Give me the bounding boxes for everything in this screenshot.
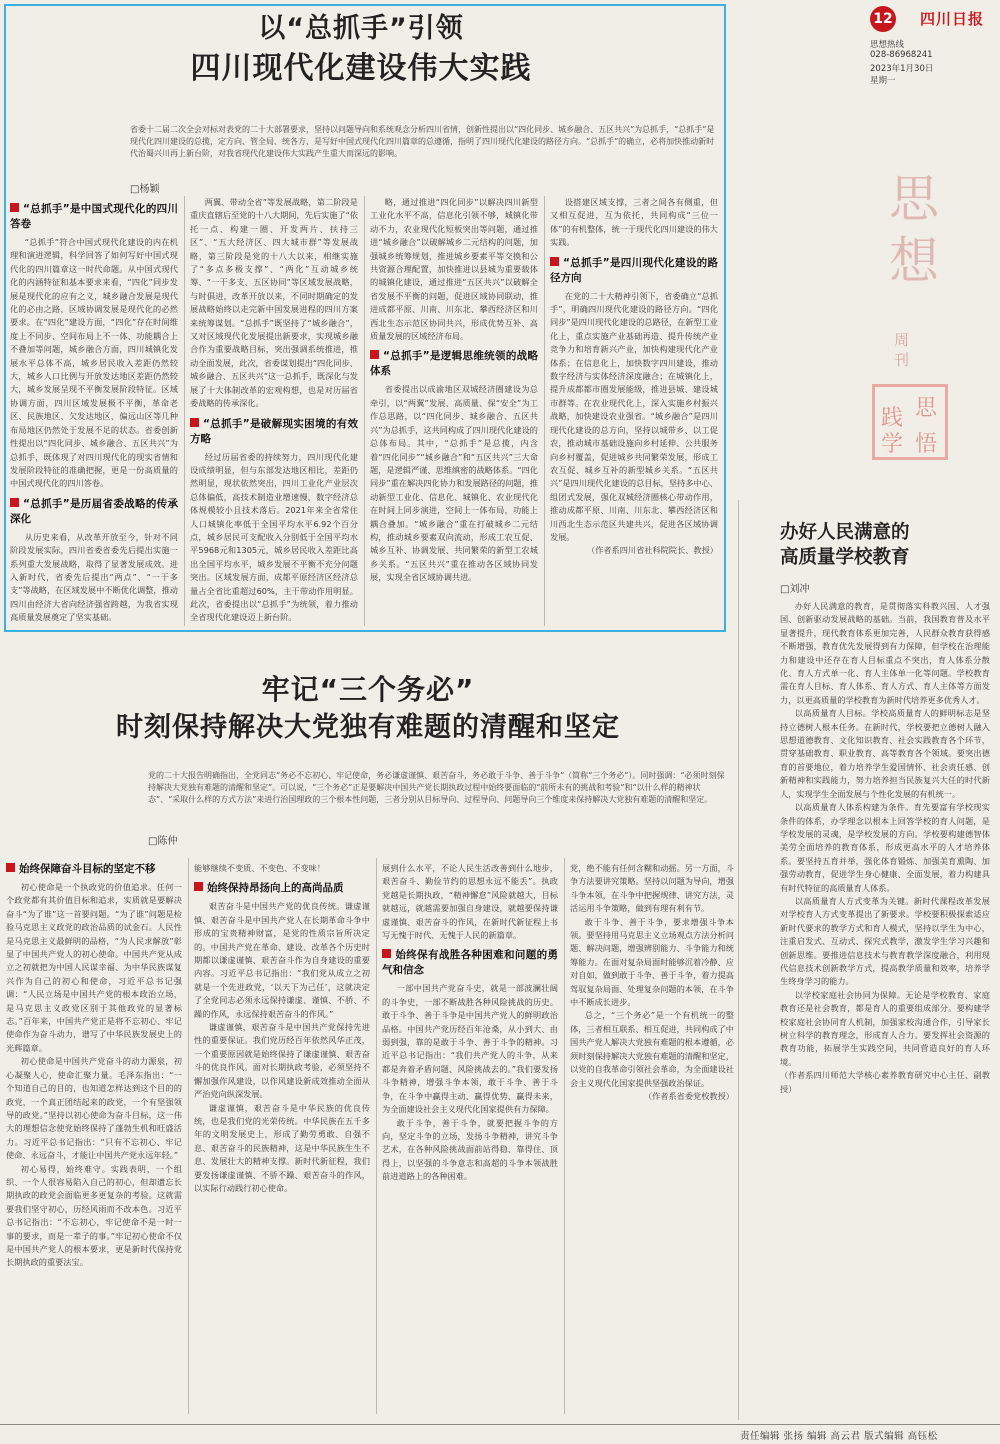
top-article-column-3 [370, 196, 538, 628]
paragraph: 能够继续不变质、不变色、不变味！ [194, 863, 326, 873]
paragraph: 总之，“三个务必”是一个有机统一的整体，三者相互联系、相互促进，共同构成了中国共产党人解决大党独有难题的根本遵循，必须时刻保持解决大党独有难题的清醒和坚定，以党的自我革命引领社会革命，为全面建设社会主义现代化国家提供坚强政治保证。 [570, 1010, 734, 1088]
paragraph: 在党的二十大精神引领下，省委确立“总抓手”，明确四川现代化建设的路径方向。“四化同步”是四川现代化建设的总路径，在新型工业化上，重点实施产业基础再造、提升传统产业竞争力和培育新兴产业，加快构建现代化产业体系；在信息化上，加快数字四川建设，推动数字经济与实体经济深度融合；在城镇化上，提升成都都市圈发展能级，推进县城、建设城市群等。在农业现代化上，深入实施乡村振兴战略，加快建设农业强省。“城乡融合”是四川现代化建设的总方向，坚持以城带乡、以工促农，推动城市基础设施向乡村延伸、公共服务向乡村覆盖，促进城乡共同繁荣发展，形成工农互促、城乡互补的新型城乡关系。“五区共兴”是四川现代化建设的总目标，坚持多中心、组团式发展，强化双城经济圈核心带动作用，推动成都平原、川南、川东北、攀西经济区和川西北生态示范区共建共兴，促进各区域协调发展。 [550, 290, 718, 542]
paragraph: 敢于斗争，善于斗争，就要把握斗争的方向，坚定斗争的立场，发扬斗争精神，讲究斗争艺术，在各种风险挑战面前站得稳、靠得住、顶得上，以坚强的斗争意志和高超的斗争本领战胜前进道路上的各种困难。 [382, 1117, 558, 1182]
top-article-lede: 省委十二届二次全会对标对表党的二十大部署要求，坚持以问题导向和系统观念分析四川省情，创新性提出以“四化同步、城乡融合、五区共兴”为总抓手，“总抓手”是现代化四川建设的总揽，定方向、管全局、统各方，是写好中国式现代化四川篇章的总遵循，指明了四川现代化建设的路径方向。“总抓手”的确立，必将加快推动新时代治蜀兴川再上新台阶，对我省现代化建设伟大实践产生重大而深远的影响。 [130, 125, 715, 158]
paragraph: 展到什么水平，不论人民生活改善到什么地步，艰苦奋斗、勤俭节约的思想永远不能丢”。执政党越是长期执政，“精神懈怠”风险就越大，目标就越远，就越需要加强自身建设，就越要保持谦虚谨慎、艰苦奋斗的作风，在新时代新征程上书写无愧于时代、无愧于人民的新篇章。 [382, 863, 558, 941]
paragraph: 设搭建区域支撑，三者之间各有侧重，但又相互促进，互为依托，共同构成“三位一体”的有机整体，统一于现代化四川建设的伟大实践。 [550, 197, 718, 248]
paragraph: 从历史来看，从改革开放至今，针对不同阶段发展实际，四川省委省委先后提出实施一系列重大发展战略，取得了显著发展成效。进入新时代，省委先后提出“两点”、“一干多支”等战略，在区域发展中不断优化调整，推动四川由经济大省向经济强省跨越，为我省实现高质量发展奠定了坚实基础。 [10, 531, 178, 623]
author-note: （作者系省委党校教授） [643, 1090, 734, 1101]
top-article-byline: □杨颖 [130, 184, 160, 195]
square-bullet-icon [382, 949, 391, 958]
issue-date: 2023年1月30日 [870, 64, 934, 74]
paragraph: 初心易得，始终难守。实践表明，一个组织、一个人很容易陷入自己的初心，但却遗忘长期执政的政党会面临更多更复杂的考验。这就需要我们坚守初心，历经风雨而不改本色。习近平总书记指出：“不忘初心，牢记使命不是一时一事的要求，而是一辈子的事。”牢记初心使命不仅是中国共产党人的根本要求，更是新时代保持党长期执政的重要法宝。 [6, 1163, 182, 1268]
column-divider [376, 858, 377, 1414]
top-article-column-1 [10, 196, 178, 628]
paragraph: 略，通过推进“四化同步”以解决四川新型工业化水平不高，信息化引领不够，城镇化带动不力，农业现代化短板突出等问题，通过推进“城乡融合”以破解城乡二元结构的问题，加强城乡统筹规划，推进城乡要素平等交换和公共资源合理配置，加快推进以县城为重要载体的城镇化建设，通过推进“五区共兴”以破解全省发展不平衡的问题，促进区域协同联动，推进成都平原、川南、川东北、攀西经济区和川西北生态示范区协同共兴，形成优势互补、高质量发展的区域经济布局。 [370, 197, 538, 342]
top-article-title-line1: 以“总抓手”引领 [258, 13, 464, 44]
top-article-title-line2: 四川现代化建设伟大实践 [190, 51, 532, 86]
section-title-char: 想 [889, 232, 939, 290]
author-note: （作者系四川师范大学核心素养教育研究中心主任、副教授） [780, 1070, 990, 1094]
top-article-column-4 [550, 196, 718, 628]
paragraph: 党，绝不能有任何含糊和动摇。另一方面，斗争方法要讲究策略。坚持以问题为导向，增强斗争本领，在斗争中把握规律、讲究方法，灵活运用斗争策略，做到有理有利有节。 [570, 863, 734, 914]
square-bullet-icon [370, 350, 379, 359]
section-divider [738, 500, 739, 1420]
subhead: “总抓手”是逻辑思维统领的战略体系 [370, 350, 538, 378]
mid-article-column-4 [570, 862, 734, 1416]
column-divider [184, 196, 185, 626]
paragraph: 谦虚谨慎，艰苦奋斗是中国共产党保持先进性的重要保证。我们党历经百年依然风华正茂，一个重要原因就是始终保持了谦虚谨慎、艰苦奋斗的优良作风。面对长期执政考验，必须坚持不懈加强作风建设，以作风建设新成效推动全面从严治党向纵深发展。 [194, 1022, 370, 1100]
mid-article-title-line1: 牢记“三个务必” [261, 673, 475, 706]
right-article-column [780, 600, 990, 1412]
subhead: 始终保障奋斗目标的坚定不移 [6, 862, 182, 877]
right-article-byline: □刘冲 [780, 584, 810, 595]
paragraph: “总抓手”符合中国式现代化建设的内在机理和演进逻辑，科学回答了如何写好中国式现代化的四川篇章这一时代命题。从中国式现代化的内涵特征和基本要求来看，“四化”同步发展是现代化的应有之义，城乡融合发展是现代化的必由之路，区域协调发展是现代化的必然要求。在“四化”建设方面，“四化”存在时间维度上不同步、空间布局上不一体、功能耦合上不叠加等问题，城乡融合方面，四川城镇化发展水平总体不高，城乡居民收入差距仍然较大，城乡人口比例与开放发达地区差距仍然较大，城乡发展呈现不平衡发展阶段特征。区域协调方面，四川区域发展极不平衡，革命老区、民族地区、欠发达地区、偏远山区等几种布局地区仍然处于发展不足的状态。省委创新性提出以“四化同步、城乡融合、五区共兴”为总抓手，既体现了对四川现代化的现实省情和发展阶段特征的准确把握，更是一份高质量的中国式现代化的四川答卷。 [10, 237, 178, 489]
right-article-title [780, 520, 990, 570]
subhead: 始终保有战胜各种困难和问题的勇气和信念 [382, 949, 558, 977]
square-bullet-icon [6, 863, 15, 872]
mid-article-column-3 [382, 862, 558, 1416]
seal-char: 思 [915, 396, 938, 421]
mid-article-title-line2: 时刻保持解决大党独有难题的清醒和坚定 [116, 712, 620, 743]
subhead: 始终保持昂扬向上的高尚品质 [194, 881, 370, 896]
right-article-title-line2: 高质量学校教育 [780, 547, 910, 568]
square-bullet-icon [190, 418, 199, 427]
paragraph: 艰苦奋斗是中国共产党的优良传统。谦虚谨慎、艰苦奋斗是中国共产党人在长期革命斗争中形成的宝贵精神财富，是党的性质宗旨所决定的。中国共产党在革命、建设、改革各个历史时期都以谦虚谨慎、艰苦奋斗作为自身建设的重要内容。习近平总书记指出：“我们党从成立之初就是一个先进政党，‘以天下为己任’，这就决定了全党同志必须永远保持谦虚、谨慎、不骄、不躁的作风，永远保持艰苦奋斗的作风。” [194, 901, 370, 1019]
subhead: “总抓手”是四川现代化建设的路径方向 [550, 256, 718, 284]
subhead: “总抓手”是历届省委战略的传承深化 [10, 497, 178, 525]
section-title-char: 思 [889, 170, 939, 228]
section-subtitle-char: 刊 [894, 351, 910, 369]
paragraph: 以高质量育人方式变革为关键。新时代课程改革发展对学校育人方式变革提出了新要求。学校要积极探索适应新时代要求的教学方式和育人模式，坚持以学生为中心，注重启发式、互动式、探究式教学，激发学生学习兴趣和创新思维。要推进信息技术与教育教学深度融合，利用现代信息技术创新教学方式，提高教学质量和效率，培养学生终身学习的能力。 [780, 895, 990, 987]
paragraph: 两翼、带动全省”等发展战略，第二阶段是重庆直辖后至党的十八大期间，先后实施了“依托一点、构建一圈、开发两片、扶持三区”、“五大经济区、四大城市群”等发展战略，第三阶段是党的十八大以来，相继实施了“多点多极支撑”、“两化”互动城乡统筹、“一干多支、五区协同”等区域发展战略，与时俱进，改革开放以来，不同时期确定的发展战略始终以走完新中国发展进程的四川方案来统筹谋划。“总抓手”既坚持了“城乡融合”，又对区域现代化发展提出新要求，实现城乡融合作为重要战略目标，突出强调系统推进，推动全面发展，此次，省委谋划提出“四化同步、城乡融合、五区共兴”这一总抓手，既深化与发展了十大体制改革的宏观构想，也是对历届省委战略的传承深化。 [190, 197, 358, 409]
section-subtitle [894, 330, 914, 370]
mid-article-column-2 [194, 862, 370, 1416]
newspaper-logo: 四川日报 [920, 10, 985, 28]
seal-char: 学 [881, 432, 904, 457]
column-divider [188, 858, 189, 1414]
paragraph: 谦虚谨慎，艰苦奋斗是中华民族的优良传统，也是我们党的光荣传统。中华民族在五千多年的文明发展史上，形成了勤劳勇敢、自强不息、艰苦奋斗的民族精神，这是中华民族生生不息、发展壮大的精神支撑。新时代新征程，我们要发扬谦虚谨慎、不骄不躁、艰苦奋斗的作风，以实际行动践行初心使命。 [194, 1102, 370, 1193]
editor-credits: 责任编辑 张扬 编辑 高云君 版式编辑 高钰松 [740, 1431, 938, 1442]
square-bullet-icon [10, 203, 19, 212]
footer-rule [0, 1424, 1000, 1425]
column-divider [544, 196, 545, 626]
issue-weekday: 星期一 [870, 76, 896, 86]
paragraph: 经过历届省委的持续努力，四川现代化建设成绩明显，但与东部发达地区相比，差距仍然明显，现状依然突出，四川工业化产业层次总体偏低，高技术制造业增速慢，数字经济总体规模较小且技术落后。2021年来全省常住人口城镇化率低于全国平均水平6.92个百分点，城乡居民可支配收入分别低于全国平均水平5968元和1305元，城乡居民收入差距比高出全国平均水平，城乡发展不平衡不充分问题突出。区域发展方面，成都平原经济区经济总量占全省比重超过60%，主干带动作用明显。此次，省委提出以“总抓手”为统领，着力推动全省现代化建设迈上新台阶。 [190, 451, 358, 623]
paragraph: 以高质量育人目标。学校高质量育人的鲜明标志是坚持立德树人根本任务。在新时代，学校要把立德树人融入思想道德教育、文化知识教育、社会实践教育各个环节，贯穿基础教育、职业教育、高等教育各个领域。要突出德育的首要地位，着力培养学生爱国情怀、社会责任感、创新精神和实践能力，努力培养担当民族复兴大任的时代新人，实现学生全面发展与个性化发展的有机统一。 [780, 708, 990, 799]
square-bullet-icon [550, 257, 559, 266]
subhead: “总抓手”是破解现实困境的有效方略 [190, 417, 358, 445]
paragraph: 初心使命是一个执政党的价值追求。任何一个政党都有其价值目标和追求，实质就是要解决奋斗“为了谁”这一首要问题。“为了谁”问题是检验马克思主义政党的政治品质的试金石。人民性是马克思主义最鲜明的品格，“为人民求解放”彰显了中国共产党人的初心使命。中国共产党从成立之初就把为中国人民谋幸福、为中华民族谋复兴作为自己的初心和使命，习近平总书记强调：“人民立场是中国共产党的根本政治立场，是马克思主义政党区别于其他政党的显著标志。”百年来，中国共产党正是将不忘初心、牢记使命作为奋斗动力，谱写了中华民族发展史上的光辉篇章。 [6, 882, 182, 1053]
square-bullet-icon [194, 882, 203, 891]
paragraph: 办好人民满意的教育，是贯彻落实科教兴国、人才强国、创新驱动发展战略的基础。当前，我国教育普及水平显著提升，现代教育体系更加完善，人民群众教育获得感不断增强，教育优先发展得到有力保障，但学校在治理能力和建设中还存在育人目标重点不突出，育人体系分散化、育人方式单一化、育人主体单一化等问题。学校教育需在育人目标、育人体系、育人方式、育人主体等方面发力，以更高质量的学校教育为新时代培养更多优秀人才。 [780, 601, 990, 705]
column-divider [364, 196, 365, 626]
section-title [884, 168, 944, 292]
page-number-badge: 12 [870, 6, 896, 32]
hotline-label: 思想热线 [870, 40, 905, 50]
hotline-number: 028-86968241 [870, 50, 933, 60]
seal-stamp [872, 384, 948, 460]
paragraph: 以学校家庭社会协同为保障。无论是学校教育、家庭教育还是社会教育，都是育人的重要组成部分。要构建学校家庭社会协同育人机制，加强家校沟通合作，引导家长树立科学的教育理念，形成育人合力。要发挥社会资源的教育功能，拓展学生实践空间，共同营造良好的育人环境。 [780, 989, 990, 1067]
mid-article-column-1 [6, 856, 182, 1416]
top-article-column-2 [190, 196, 358, 628]
square-bullet-icon [10, 498, 19, 507]
seal-char: 践 [881, 406, 904, 431]
mid-article-lede: 党的二十大报告明确指出，全党同志“务必不忘初心、牢记使命，务必谦虚谨慎、艰苦奋斗，务必敢于斗争、善于斗争”（简称“三个务必”）。同时强调：“必须时刻保持解决大党独有难题的清醒和坚定”。可以说，“三个务必”正是要解决中国共产党长期执政过程中始终要面临的“前所未有的挑战和考验”和“以什么样的精神状态”、“采取什么样的方式方法”来进行治国理政的三个根本性问题，三者分别从目标导向、过程导向、问题导向三个维度来保持解决大党独有难题的清醒和坚定。 [148, 771, 725, 804]
paragraph: 初心使命是中国共产党奋斗的动力源泉，初心凝聚人心，使命汇聚力量。毛泽东指出：“一个知道自己的目的，也知道怎样达到这个目的的政党，一个真正团结起来的政党，一个有坚强领导的政党。”坚持以初心使命为奋斗目标，这一伟大的理想信念使党始终保持了蓬勃生机和旺盛活力。习近平总书记指出：“只有不忘初心、牢记使命、永远奋斗，才能让中国共产党永远年轻。” [6, 1056, 182, 1161]
subhead: “总抓手”是中国式现代化的四川答卷 [10, 203, 178, 230]
column-divider [564, 858, 565, 1414]
seal-char: 悟 [915, 432, 938, 457]
paragraph: 敢于斗争、善于斗争，要求增强斗争本领。要坚持用马克思主义立场观点方法分析问题、解决问题，增强辨别能力、斗争能力和统筹能力。在面对复杂局面时能够沉着冷静、应对自如，做到敢于斗争、善于斗争，着力提高驾驭复杂局面、处理复杂问题的本领，在斗争中不断成长进步。 [570, 916, 734, 1008]
paragraph: 一部中国共产党奋斗史，就是一部波澜壮阔的斗争史，一部不断战胜各种风险挑战的历史。敢于斗争、善于斗争是中国共产党人的鲜明政治品格。中国共产党历经百年沧桑，从小到大、由弱到强，靠的是敢于斗争、善于斗争的精神。习近平总书记指出：“我们共产党人的斗争，从来都是奔着矛盾问题、风险挑战去的。”我们要发扬斗争精神，增强斗争本领，敢于斗争、善于斗争，在斗争中赢得主动、赢得优势、赢得未来，为全面建设社会主义现代化国家提供有力保障。 [382, 983, 558, 1115]
right-article-title-line1: 办好人民满意的 [780, 522, 910, 543]
paragraph: 以高质量育人体系构建为条件。育先要富有学校现实条件的体系，办学理念以根本上回答学校的育人问题，是学校发展的灵魂，是学校发展的方向。学校要构建德智体美劳全面培养的教育体系，形成更高水平的人才培养体系。要坚持五育并举，强化体育锻炼、加强美育熏陶、加强劳动教育，促进学生身心健康、全面发展，着力构建具有时代特征的高质量育人体系。 [780, 802, 990, 893]
section-subtitle-char: 周 [894, 331, 910, 349]
author-note: （作者系四川省社科院院长、教授） [586, 545, 718, 556]
paragraph: 省委提出以成渝地区双城经济圈建设为总牵引，以“两翼”发展、高质量、保“安全”为工作总思路，以“四化同步、城乡融合、五区共兴”为总抓手，这共同构成了四川现代化建设的总体布局。其中，“总抓手”是总揽，内含着“四化同步”“城乡融合”和“五区共兴”三大命题，是逻辑严谨、思维缜密的战略体系。“四化同步”重在解决四化协力和发展路径的问题，推动新型工业化、信息化、城镇化、农业现代化在时间上同步演进，空间上一体布局，功能上耦合叠加。“城乡融合”重在打破城乡二元结构，推动城乡要素双向流动，形成工农互促、城乡互补、协调发展、共同繁荣的新型工农城乡关系。“五区共兴”重在推动各区域协同发展，实现全省区域协调共进。 [370, 384, 538, 583]
mid-article-byline: □陈仲 [148, 836, 178, 847]
